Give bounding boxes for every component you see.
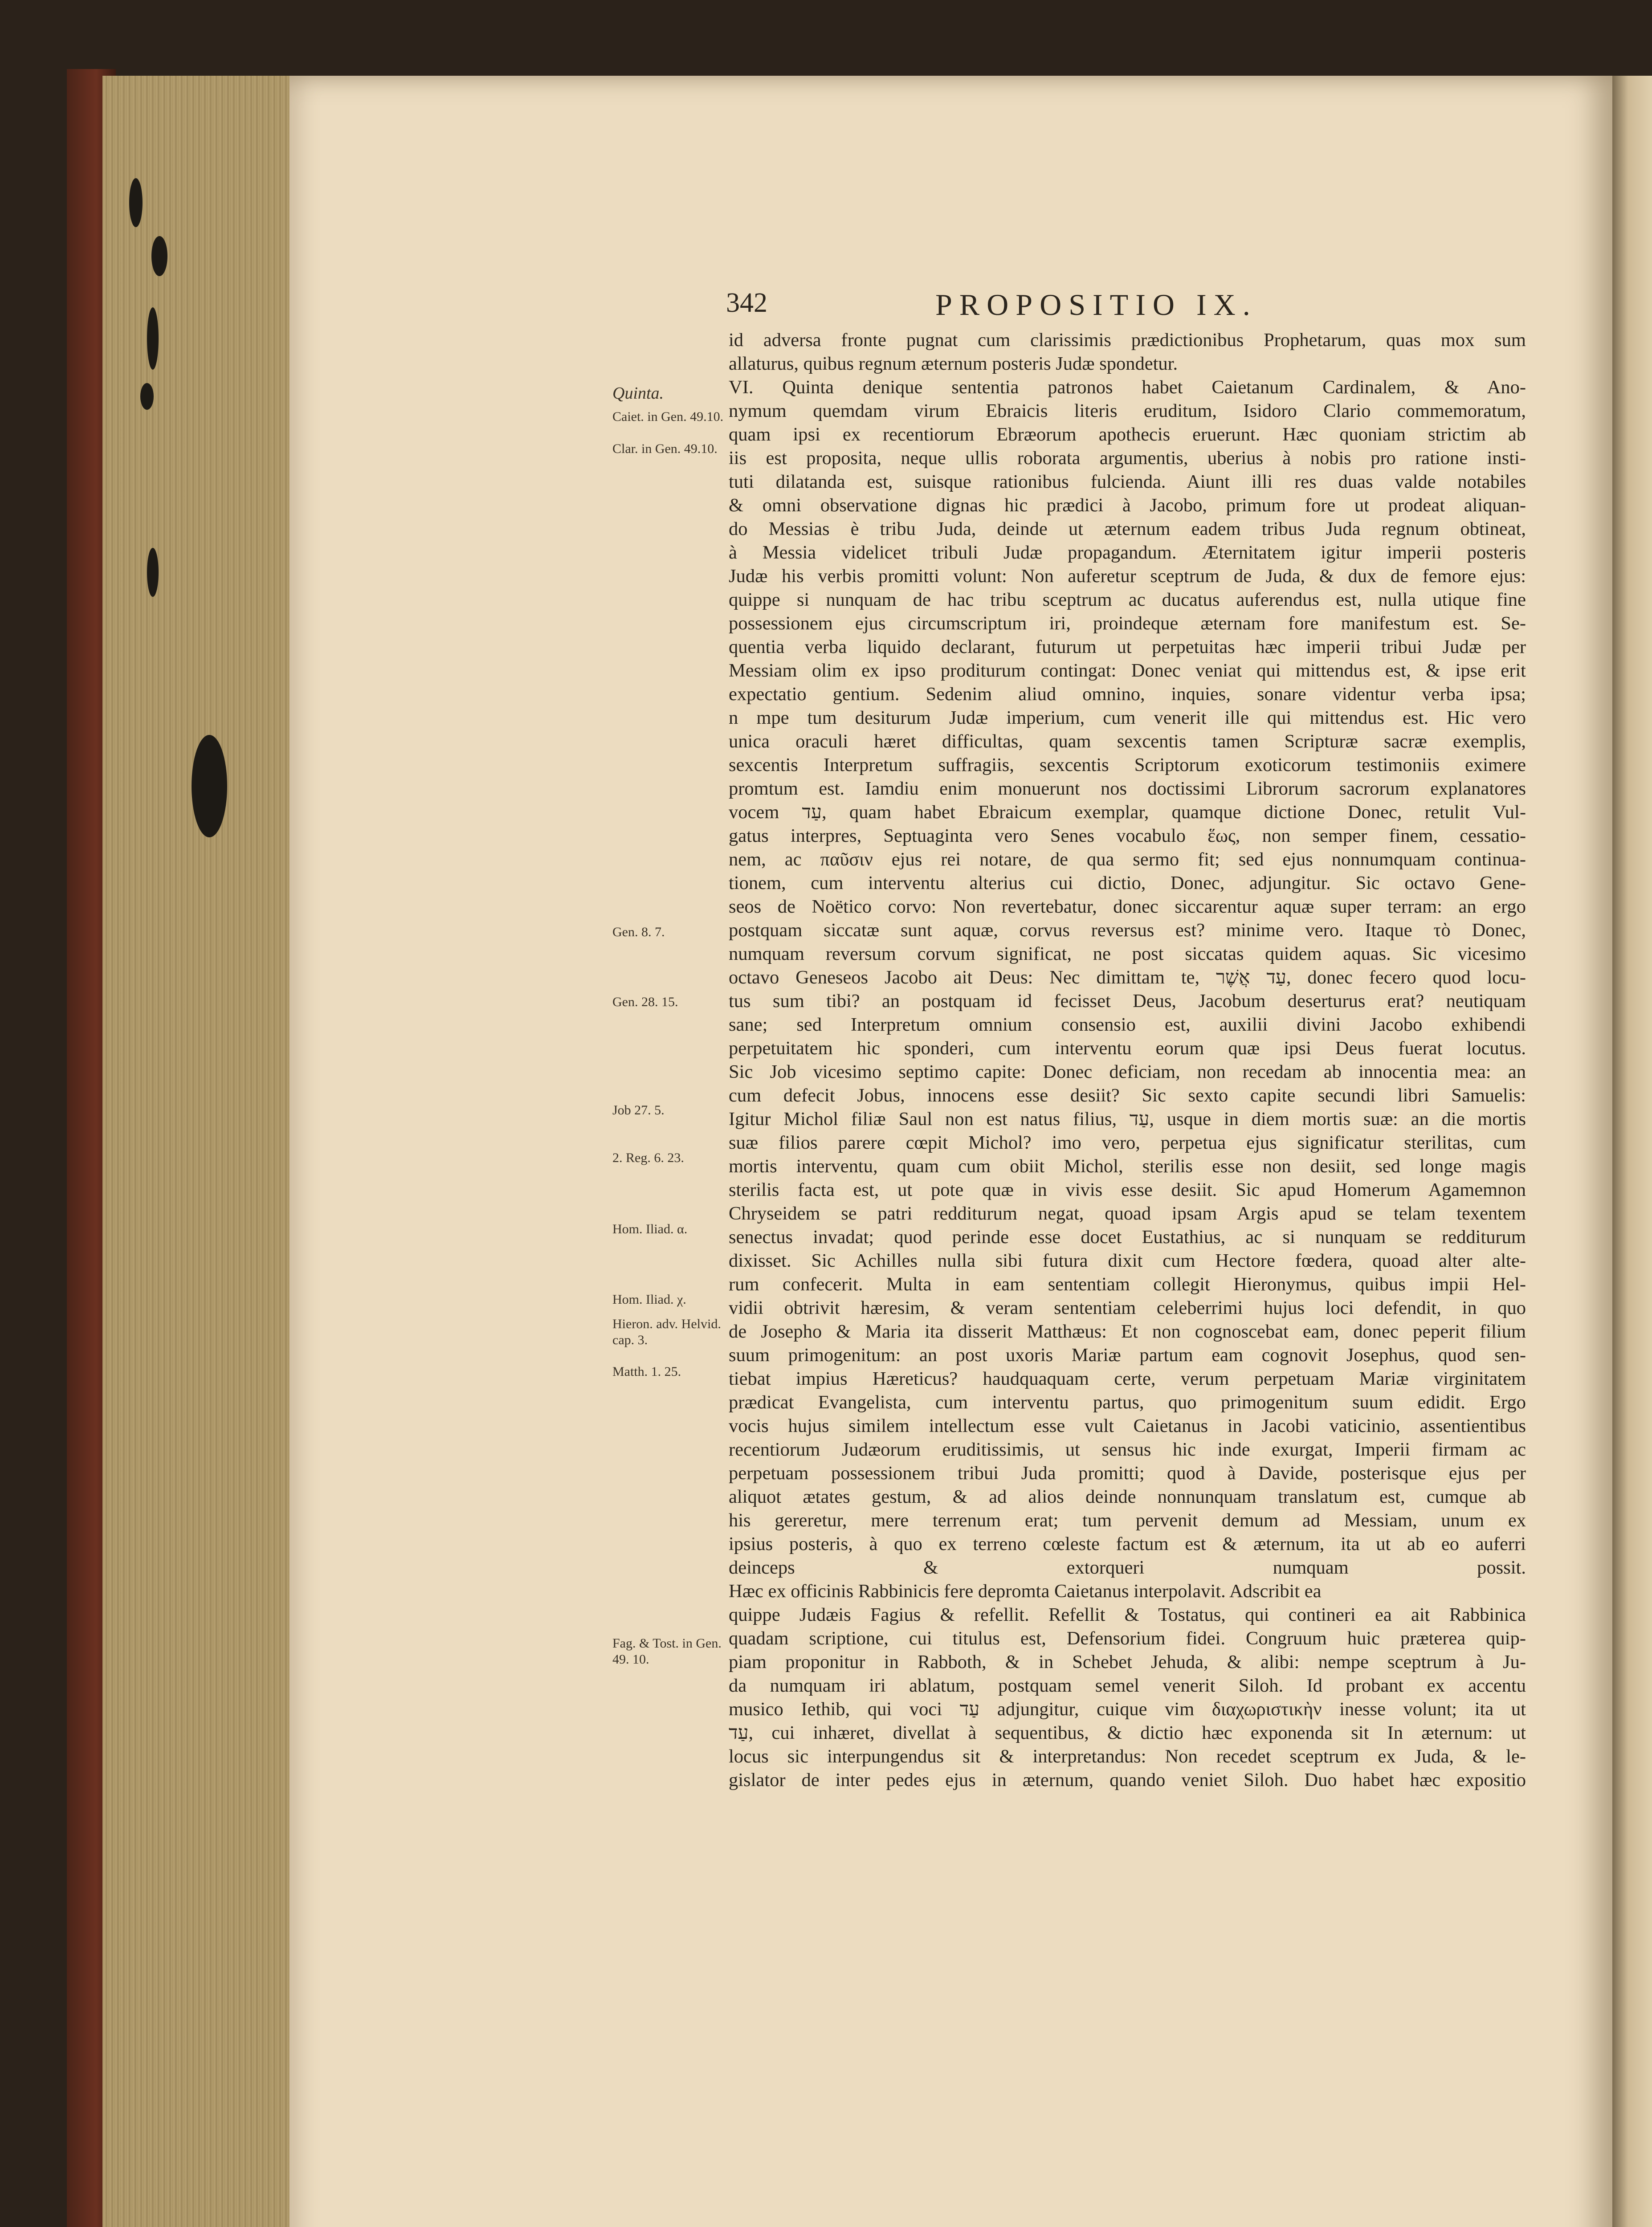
marginal-note: Gen. 28. 15.: [612, 995, 678, 1009]
text-line: possessionem ejus circumscriptum iri, proindeque æternam fore manifestum est. Se-: [729, 613, 1526, 634]
text-line: id adversa fronte pugnat cum clarissimis prædictionibus Prophetarum, quas mox sum: [729, 330, 1526, 351]
text-line: perpetuam possessionem tribui Juda promitti; quod à Davide, posterisque ejus per: [729, 1463, 1526, 1484]
text-line: עַד, cui inhæret, divellat à sequentibus, & dictio hæc exponenda sit In æternum: ut: [729, 1722, 1526, 1743]
text-line: suum primogenitum: an post uxoris Mariæ partum eam cognovit Josephus, quod sen-: [729, 1345, 1526, 1366]
text-line: deinceps & extorqueri numquam possit.: [729, 1557, 1526, 1578]
ink-stain: [140, 383, 154, 410]
text-line: expectatio gentium. Sedenim aliud omnino, inquies, sonare videntur verba ipsa;: [729, 684, 1526, 705]
text-line: quippe Judæis Fagius & refellit. Refellit & Tostatus, qui contineri ea ait Rabbinica: [729, 1604, 1526, 1625]
page-edges: [102, 76, 294, 2227]
text-line: tus sum tibi? an postquam id fecisset Deus, Jacobum deserturus erat? neutiquam: [729, 991, 1526, 1012]
text-line: suæ filios parere cœpit Michol? imo vero, perpetua ejus significatur sterilitas, cum: [729, 1132, 1526, 1153]
text-line: sterilis facta est, ut pote quæ in vivis esse desiit. Sic apud Homerum Agamemnon: [729, 1179, 1526, 1200]
text-line: allaturus, quibus regnum æternum posteris Judæ spondetur.: [729, 353, 1178, 374]
text-line: his gereretur, mere terrenum erat; tum pervenit demum ad Messiam, unum ex: [729, 1510, 1526, 1531]
text-line: rum confecerit. Multa in eam sententiam collegit Hieronymus, quibus impii Hel-: [729, 1274, 1526, 1295]
text-line: VI. Quinta denique sententia patronos habet Caietanum Cardinalem, & Ano-: [729, 377, 1526, 398]
text-line: quam ipsi ex recentiorum Ebræorum apothecis eruerunt. Hæc quoniam strictim ab: [729, 424, 1526, 445]
marginal-note: Matth. 1. 25.: [612, 1364, 681, 1379]
marginal-note: Quinta.: [612, 384, 664, 403]
text-line: & omni observatione dignas hic prædici à Jacobo, primum fore ut prodeat aliquan-: [729, 495, 1526, 516]
text-line: Igitur Michol filiæ Saul non est natus filius, עַד, usque in diem mortis suæ: an die mortis: [729, 1109, 1526, 1130]
ink-stain: [192, 735, 227, 837]
text-line: vidii obtrivit hæresim, & veram sententiam celeberrimi hujus loci defendit, in quo: [729, 1297, 1526, 1318]
text-line: promtum est. Iamdiu enim monuerunt nos doctissimi Librorum sacrorum explanatores: [729, 778, 1526, 799]
page-header: [726, 287, 1363, 332]
page-number: 342: [726, 288, 767, 318]
text-line: [729, 1792, 1526, 1815]
text-line: tuti dilatanda est, suisque rationibus fulcienda. Aiunt illi res duas valde notabiles: [729, 471, 1526, 492]
text-line: da numquam iri ablatum, postquam semel venerit Siloh. Id probant ex accentu: [729, 1675, 1526, 1696]
text-line: Hæc ex officinis Rabbinicis fere depromta Caietanus interpolavit. Adscribit ea: [729, 1581, 1322, 1602]
text-line: Sic Job vicesimo septimo capite: Donec deficiam, non recedam ab innocentia mea: an: [729, 1061, 1526, 1082]
text-line: prædicat Evangelista, cum interventu partus, quo primogenitum suum edidit. Ergo: [729, 1392, 1526, 1413]
text-line: mortis interventu, quam cum obiit Michol, sterilis esse non desiit, sed longe magis: [729, 1156, 1526, 1177]
text-line: ipsius posteris, à quo ex terreno cœleste factum est & æternum, ita ut ab eo auferri: [729, 1534, 1526, 1554]
text-line: tionem, cum interventu alterius cui dictio, Donec, adjungitur. Sic octavo Gene-: [729, 873, 1526, 893]
text-line: unica oraculi hæret difficultas, quam sexcentis tamen Scripturæ sacræ exemplis,: [729, 731, 1526, 752]
text-line: sane; sed Interpretum omnium consensio est, auxilii divini Jacobo exhibendi: [729, 1014, 1526, 1035]
text-line: recentiorum Judæorum eruditissimis, ut sensus hic inde exurgat, Imperii firmam ac: [729, 1439, 1526, 1460]
text-line: gatus interpres, Septuaginta vero Senes vocabulo ἕως, non semper finem, cessatio-: [729, 825, 1526, 846]
text-line: quentia verba liquido declarant, futurum ut perpetuitas hæc imperii tribui Judæ per: [729, 636, 1526, 657]
ink-stain: [147, 548, 159, 597]
text-line: nem, ac παῦσιν ejus rei notare, de qua sermo fit; sed ejus nonnumquam continua-: [729, 849, 1526, 870]
marginal-note: Job 27. 5.: [612, 1103, 665, 1118]
next-page-edge: [1612, 76, 1652, 2227]
ink-stain: [147, 307, 159, 370]
text-line: de Josepho & Maria ita disserit Matthæus: Et non cognoscebat eam, donec peperit filium: [729, 1321, 1526, 1342]
text-line: Judæ his verbis promitti volunt: Non auferetur sceptrum de Juda, & dux de femore ejus:: [729, 566, 1526, 587]
marginal-note: Hieron. adv. Helvid. cap. 3.: [612, 1317, 721, 1347]
text-line: do Messias è tribu Juda, deinde ut æternum eadem tribus Juda regnum obtineat,: [729, 518, 1526, 539]
text-line: iis est proposita, neque ullis roborata argumentis, uberius à nobis pro ratione insti-: [729, 448, 1526, 469]
text-line: octavo Geneseos Jacobo ait Deus: Nec dimittam te, עַד אֲשֶׁר, donec fecero quod locu-: [729, 967, 1526, 988]
text-line: à Messia videlicet tribuli Judæ propagandum. Æternitatem igitur imperii posteris: [729, 542, 1526, 563]
text-line: musico Iethib, qui voci עַד adjungitur, cuique vim διαχωριστικὴν inesse volunt; ita ut: [729, 1699, 1526, 1720]
ink-stain: [151, 236, 167, 276]
text-line: postquam siccatæ sunt aquæ, corvus reversus est? minime vero. Itaque τὸ Donec,: [729, 920, 1526, 941]
text-line: senectus invadat; quod perinde esse docet Eustathius, ac si nunquam se redditurum: [729, 1227, 1526, 1248]
marginal-note: 2. Reg. 6. 23.: [612, 1150, 684, 1165]
text-line: Chryseidem se patri redditurum negat, quoad ipsam Argis apud se telam texentem: [729, 1203, 1526, 1224]
marginal-note: Hom. Iliad. α.: [612, 1222, 688, 1236]
running-title: PROPOSITIO IX.: [935, 288, 1257, 322]
text-line: perpetuitatem hic sponderi, cum interventu eorum quæ ipsi Deus fuerat locutus.: [729, 1038, 1526, 1059]
marginal-note: Hom. Iliad. χ.: [612, 1292, 686, 1307]
text-line: quippe si nunquam de hac tribu sceptrum ac ducatus auferendus est, nulla utique fine: [729, 589, 1526, 610]
text-line: dixisset. Sic Achilles nulla sibi futura dixit cum Hectore fœdera, quoad alter alte-: [729, 1250, 1526, 1271]
text-line: n mpe tum desiturum Judæ imperium, cum venerit ille qui mittendus est. Hic vero: [729, 707, 1526, 728]
text-line: numquam reversum corvum significat, ne post siccatas quidem aquas. Sic vicesimo: [729, 943, 1526, 964]
text-line: cum defecit Jobus, innocens esse desiit? Sic sexto capite secundi libri Samuelis:: [729, 1085, 1526, 1106]
text-line: piam proponitur in Rabboth, & in Schebet Jehuda, & alibi: nempe sceptrum à Ju-: [729, 1652, 1526, 1672]
body-text: [729, 328, 1526, 1815]
text-line: locus sic interpungendus sit & interpretandus: Non recedet sceptrum ex Juda, & le-: [729, 1746, 1526, 1767]
marginal-note: Caiet. in Gen. 49.10.: [612, 409, 724, 424]
text-line: quadam scriptione, cui titulus est, Defensorium fidei. Congruum huic præterea quip-: [729, 1628, 1526, 1649]
text-line: vocis hujus similem intellectum esse vult Caietanus in Jacobi vaticinio, assentientibus: [729, 1415, 1526, 1436]
marginal-note: Clar. in Gen. 49.10.: [612, 441, 718, 456]
text-line: vocem עַד, quam habet Ebraicum exemplar, quamque dictione Donec, retulit Vul-: [729, 802, 1526, 823]
text-line: seos de Noëtico corvo: Non revertebatur, donec siccarentur aquæ super terram: an ergo: [729, 896, 1526, 917]
ink-stain: [129, 178, 143, 227]
text-line: aliquot ætates gestum, & ad alios deinde nonnunquam translatum est, cumque ab: [729, 1486, 1526, 1507]
text-line: tiebat impius Hæreticus? haudquaquam certe, verum perpetuam Mariæ virginitatem: [729, 1368, 1526, 1389]
text-line: nymum quemdam virum Ebraicis literis eruditum, Isidoro Clario commemoratum,: [729, 400, 1526, 421]
marginal-note: Gen. 8. 7.: [612, 925, 665, 939]
marginal-note: Fag. & Tost. in Gen. 49. 10.: [612, 1636, 722, 1667]
text-line: sexcentis Interpretum suffragiis, sexcentis Scriptorum exoticorum testimoniis eximere: [729, 755, 1526, 775]
text-line: gislator de inter pedes ejus in æternum, quando veniet Siloh. Duo habet hæc expositio: [729, 1770, 1526, 1791]
text-line: Messiam olim ex ipso proditurum contingat: Donec veniat qui mittendus est, & ipse erit: [729, 660, 1526, 681]
